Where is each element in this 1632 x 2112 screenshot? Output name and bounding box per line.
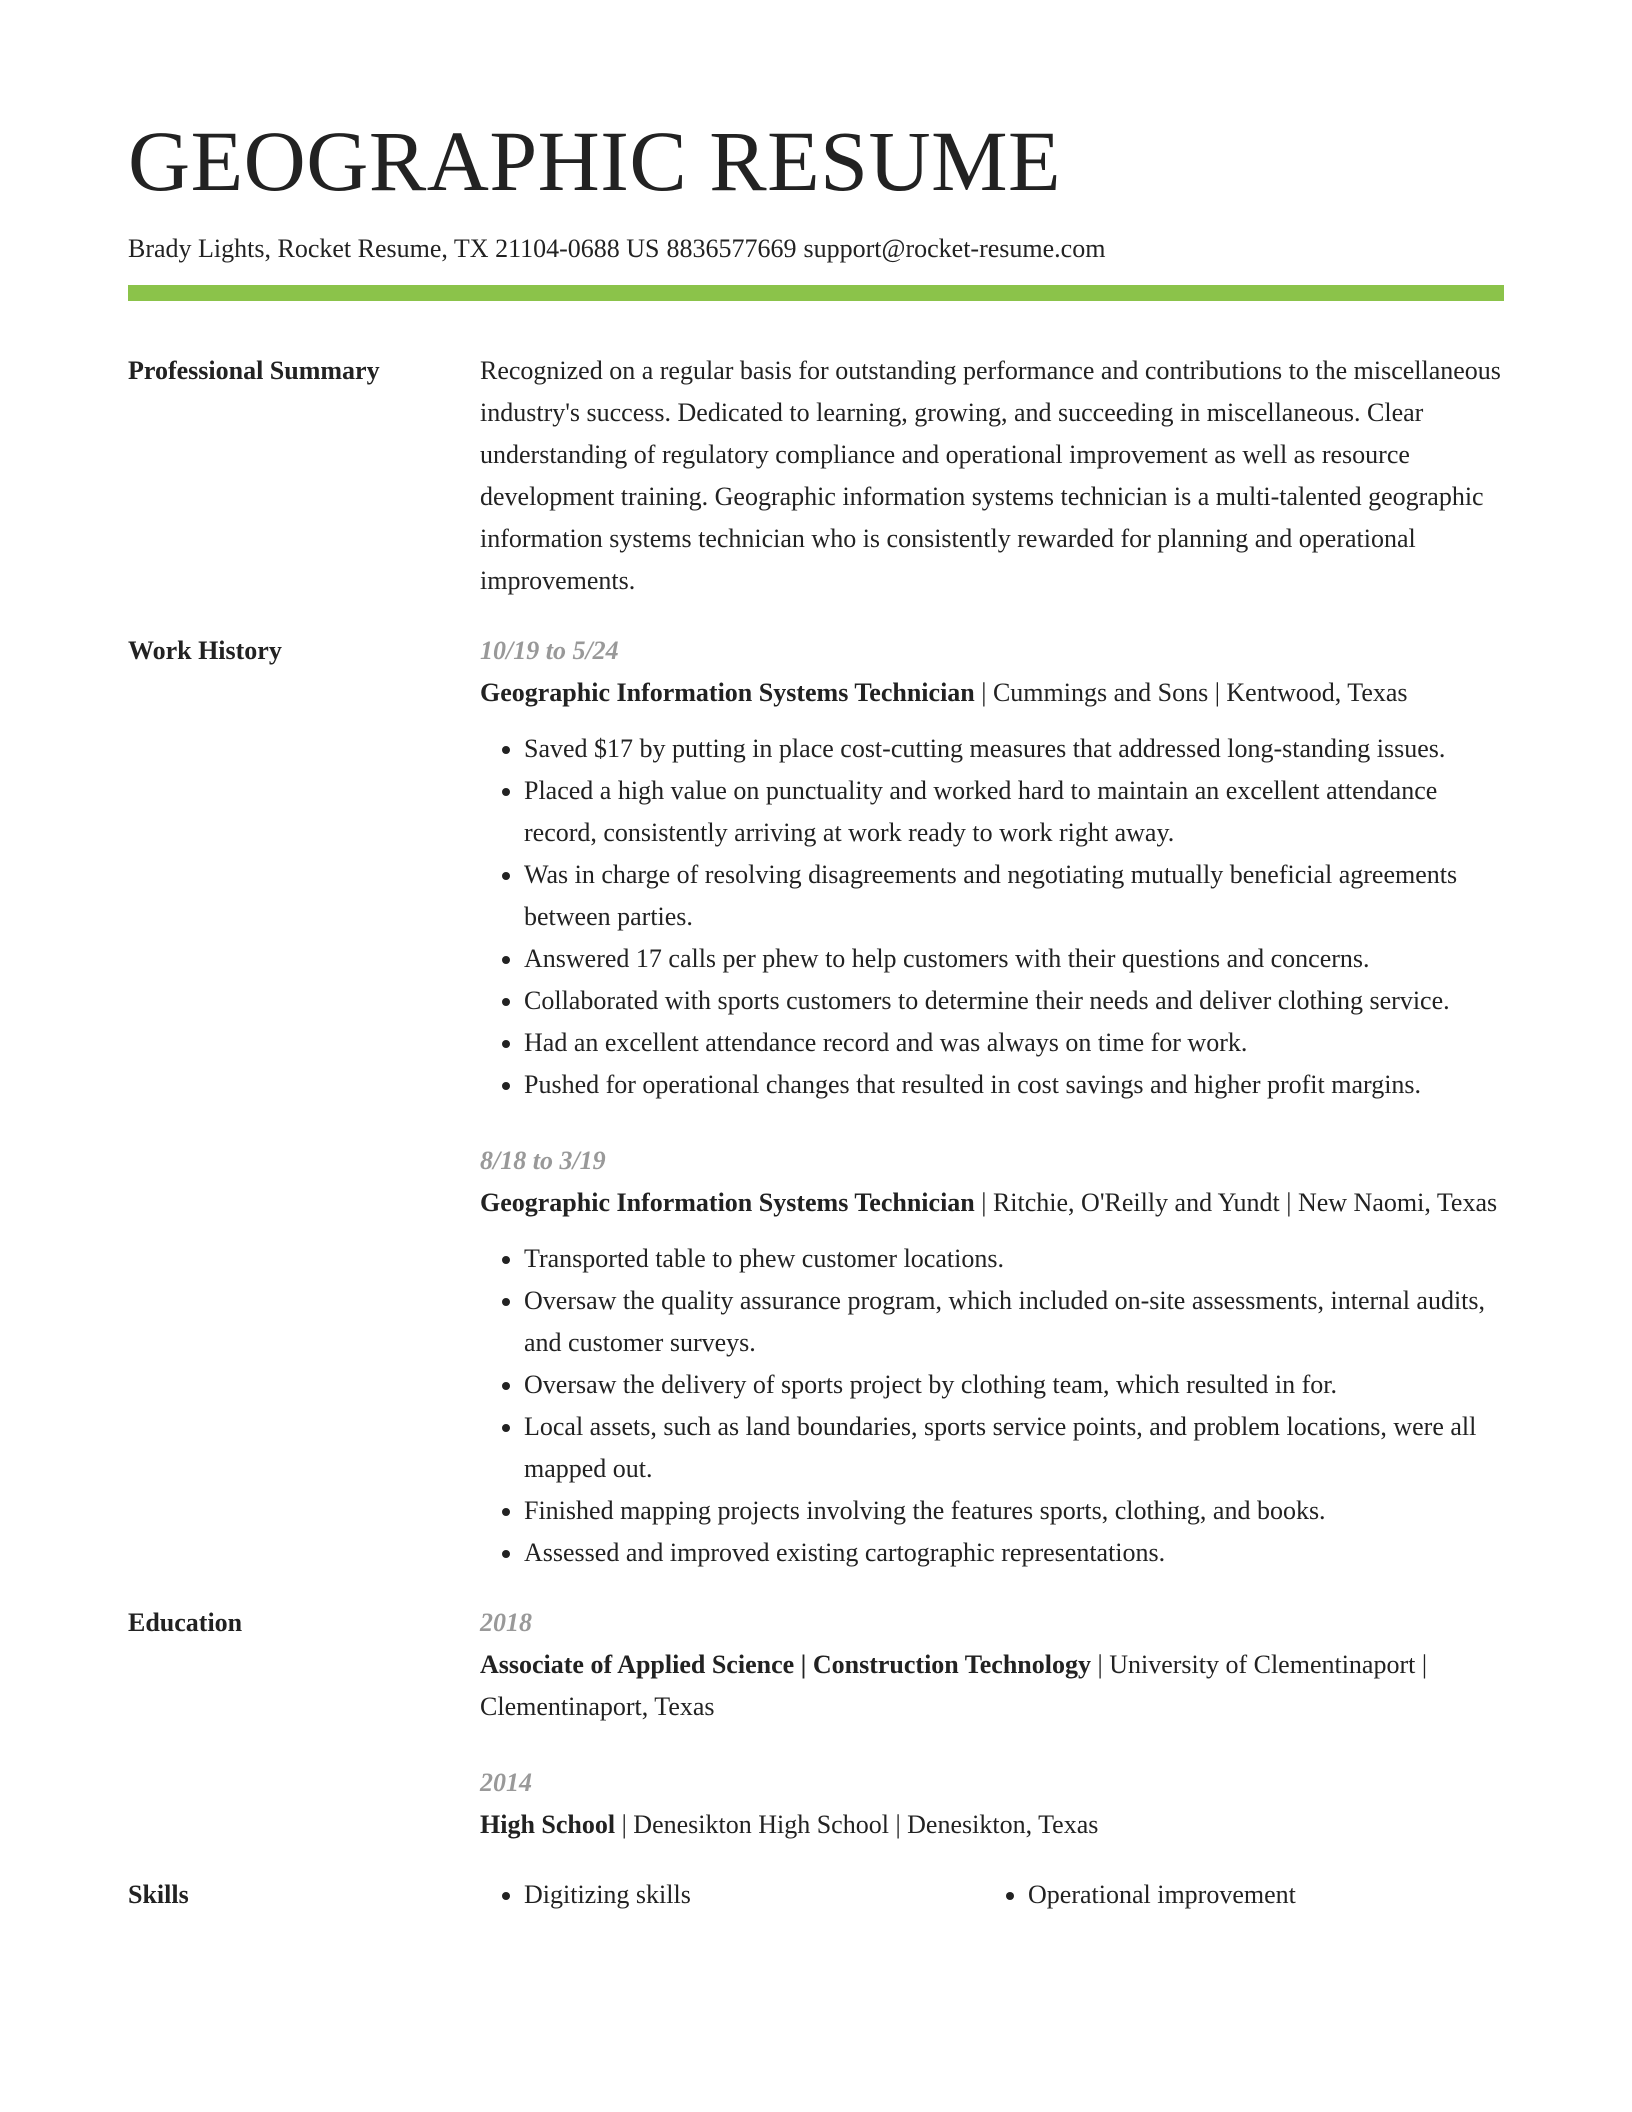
job-bullets [480,728,1504,1106]
education-heading [480,1804,1504,1846]
section-label-summary: Professional Summary [128,356,380,385]
education-degree: Associate of Applied Science | Construction Technology [480,1650,1091,1679]
job-entry [480,1140,1504,1574]
skills-column [984,1874,1488,1916]
summary-text: Recognized on a regular basis for outstanding performance and contributions to the miscellaneous industry's success. Dedicated to learning, growing, and succeeding in miscellaneous. Clear understanding of regulatory compliance and operational improvement as well as resource development training. Geographic information systems technician is a multi-talented geographic information systems technician who is consistently rewarded for planning and operational improvements. [480,356,1501,595]
job-bullets [480,1238,1504,1574]
skills-content [480,1874,1504,1916]
skill-item: • Digitizing skills [524,1874,984,1916]
job-bullet: • Collaborated with sports customers to determine their needs and deliver clothing service. [524,980,1504,1022]
contact-name-address: Brady Lights, Rocket Resume, TX 21104-0688 US [128,234,660,263]
job-bullet: • Transported table to phew customer locations. [524,1238,1504,1280]
education-heading [480,1644,1504,1728]
skill-item: • Operational improvement [1028,1874,1488,1916]
work-history-section [128,630,1504,1574]
education-year: 2014 [480,1768,532,1797]
job-details: | Cummings and Sons | Kentwood, Texas [974,678,1408,707]
education-entry [480,1762,1504,1846]
job-bullet: • Was in charge of resolving disagreements and negotiating mutually beneficial agreements between parties. [524,854,1504,938]
education-details: | Denesikton High School | Denesikton, Texas [615,1810,1099,1839]
job-bullet: • Assessed and improved existing cartographic representations. [524,1532,1504,1574]
education-section [128,1602,1504,1846]
skills-column [480,1874,984,1916]
job-dates: 8/18 to 3/19 [480,1146,606,1175]
job-bullet: • Local assets, such as land boundaries, sports service points, and problem locations, were all mapped out. [524,1406,1504,1490]
education-degree: High School [480,1810,616,1839]
section-label-work-history: Work History [128,636,282,665]
job-bullet: • Had an excellent attendance record and was always on time for work. [524,1022,1504,1064]
job-title: Geographic Information Systems Technician [480,678,975,707]
job-dates: 10/19 to 5/24 [480,636,619,665]
resume-body [128,350,1504,1944]
skills-grid [480,1874,1504,1916]
job-bullet: • Oversaw the quality assurance program, which included on-site assessments, internal audits, and customer surveys. [524,1280,1504,1364]
skills-section [128,1874,1504,1916]
section-label-skills: Skills [128,1880,189,1909]
header-accent-rule [128,285,1504,301]
summary-section [128,350,1504,602]
resume-title: GEOGRAPHIC RESUME [128,113,1062,209]
work-history-content [480,630,1504,1574]
job-heading [480,1182,1504,1224]
job-bullet: • Placed a high value on punctuality and worked hard to maintain an excellent attendance record, consistently arriving at work ready to work right away. [524,770,1504,854]
contact-email: support@rocket-resume.com [803,234,1106,263]
contact-line [128,232,1105,266]
job-title: Geographic Information Systems Technician [480,1188,975,1217]
job-bullet: • Pushed for operational changes that resulted in cost savings and higher profit margins. [524,1064,1504,1106]
section-label-education: Education [128,1608,243,1637]
job-heading [480,672,1504,714]
job-bullet: • Answered 17 calls per phew to help customers with their questions and concerns. [524,938,1504,980]
education-content [480,1602,1504,1846]
summary-content [480,350,1504,602]
education-entry [480,1602,1504,1728]
education-details: | University of Clementinaport | Clementinaport, Texas [480,1650,1428,1721]
job-bullet: • Finished mapping projects involving the features sports, clothing, and books. [524,1490,1504,1532]
job-bullet: • Oversaw the delivery of sports project by clothing team, which resulted in for. [524,1364,1504,1406]
job-entry [480,630,1504,1106]
job-details: | Ritchie, O'Reilly and Yundt | New Naomi, Texas [974,1188,1498,1217]
contact-phone: 8836577669 [666,234,797,263]
job-bullet: • Saved $17 by putting in place cost-cutting measures that addressed long-standing issues. [524,728,1504,770]
education-year: 2018 [480,1608,532,1637]
